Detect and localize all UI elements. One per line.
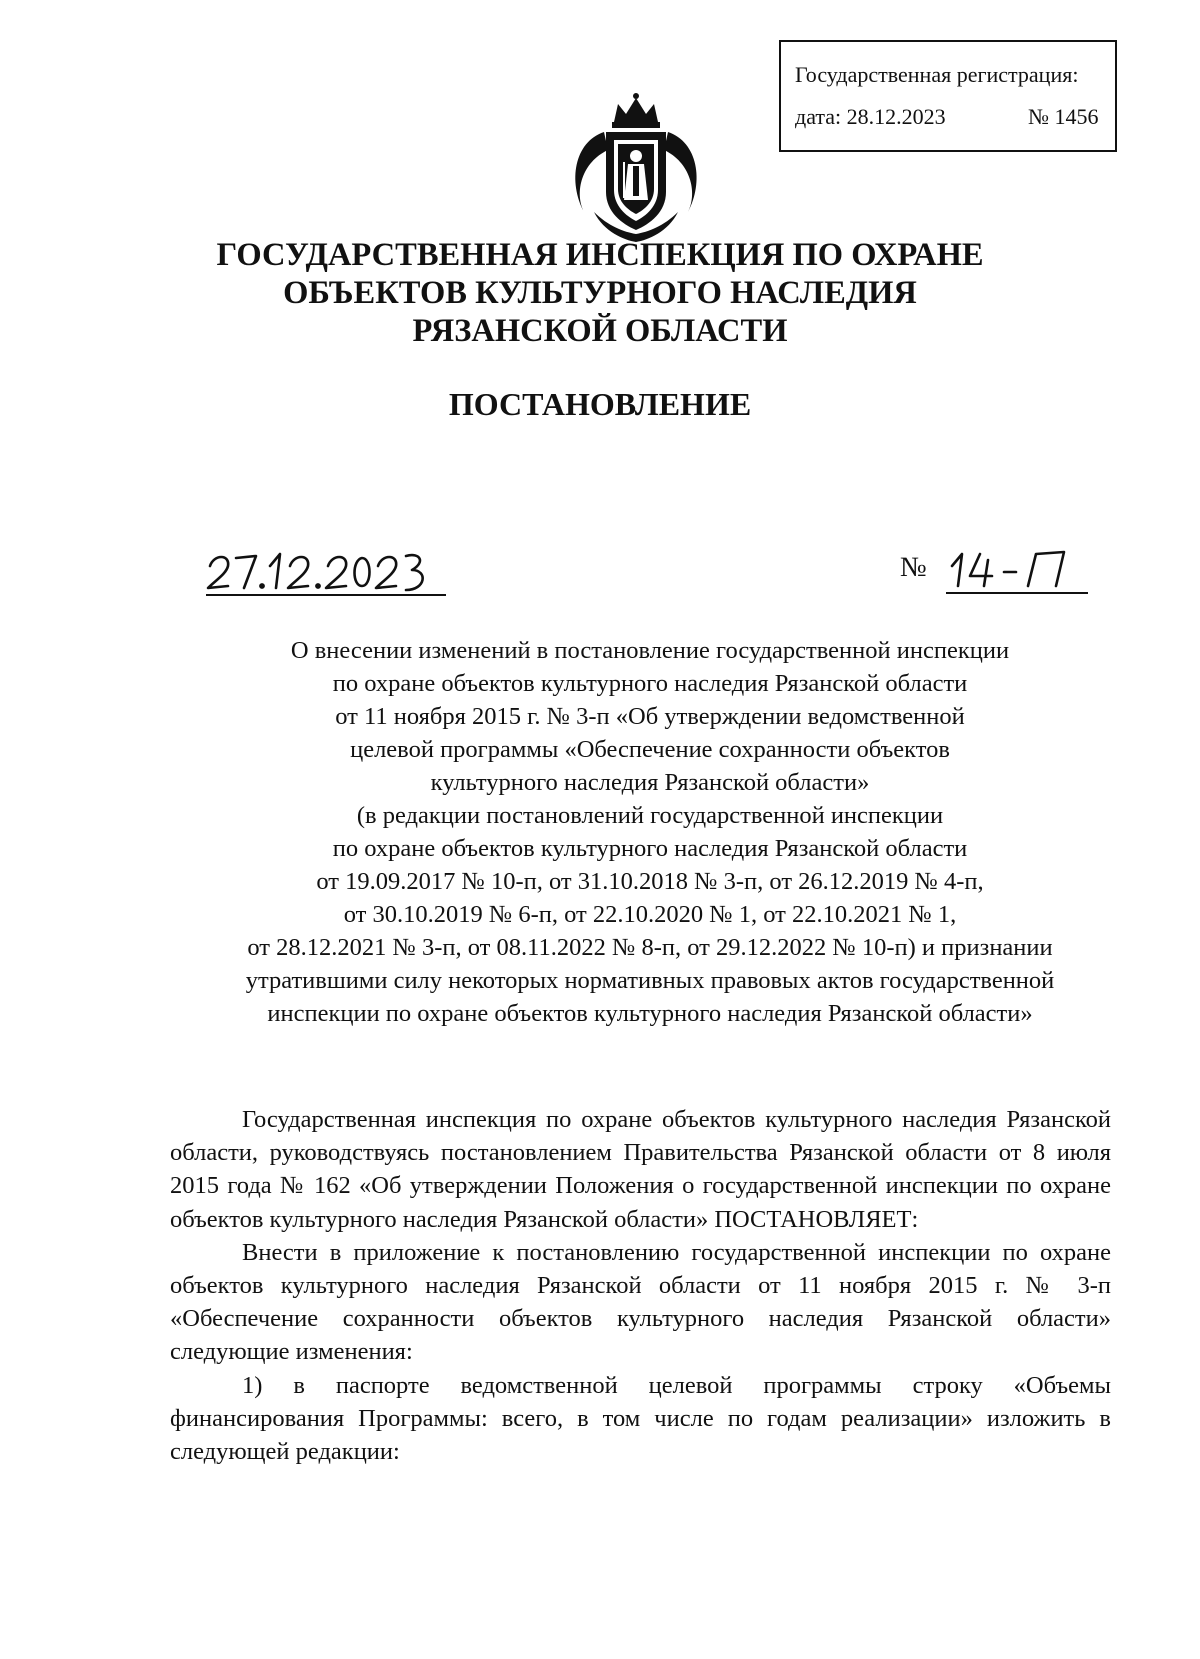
decree-number-sign: № — [900, 552, 927, 583]
subject-line: от 28.12.2021 № 3-п, от 08.11.2022 № 8-п, от 29.12.2022 № 10-п) и признании — [247, 934, 1053, 961]
organization-title — [0, 236, 1200, 350]
body-paragraph: Государственная инспекция по охране объектов культурного наследия Рязанской области, руководствуясь постановлением Правительства Рязанской области от 8 июля 2015 года № 162 «Об утверждении Положения о государственной инспекции по охране объектов культурного наследия Рязанской области» ПОСТАНОВЛЯЕТ: — [170, 1106, 1111, 1233]
registration-date: дата: 28.12.2023 — [795, 104, 946, 129]
subject-line: от 11 ноября 2015 г. № 3-п «Об утверждении ведомственной — [335, 703, 965, 730]
subject-line: от 30.10.2019 № 6-п, от 22.10.2020 № 1, от 22.10.2021 № 1, — [343, 901, 957, 928]
subject-line: О внесении изменений в постановление государственной инспекции — [290, 637, 1010, 664]
decree-body — [170, 1103, 1111, 1468]
document-type: ПОСТАНОВЛЕНИЕ — [448, 386, 752, 422]
organization-title-line: ГОСУДАРСТВЕННАЯ ИНСПЕКЦИЯ ПО ОХРАНЕ — [216, 237, 984, 273]
decree-date-handwritten — [206, 540, 446, 596]
subject-line: от 19.09.2017 № 10-п, от 31.10.2018 № 3-п, от 26.12.2019 № 4-п, — [316, 868, 984, 895]
decree-subject — [150, 634, 1150, 1030]
registration-title: Государственная регистрация: — [795, 62, 1079, 87]
subject-line: по охране объектов культурного наследия Рязанской области — [332, 670, 968, 697]
subject-line: по охране объектов культурного наследия Рязанской области — [332, 835, 968, 862]
registration-stamp — [779, 40, 1117, 152]
subject-line: утратившими силу некоторых нормативных правовых актов государственной — [245, 967, 1055, 994]
decree-number-handwritten — [946, 546, 1088, 594]
subject-line: (в редакции постановлений государственной инспекции — [356, 802, 944, 829]
subject-line: целевой программы «Обеспечение сохранности объектов — [350, 736, 950, 763]
ryazan-coat-of-arms-icon — [564, 92, 708, 244]
organization-title-line: ОБЪЕКТОВ КУЛЬТУРНОГО НАСЛЕДИЯ — [283, 275, 917, 311]
subject-line: инспекции по охране объектов культурного наследия Рязанской области» — [267, 1000, 1033, 1027]
body-paragraph: 1) в паспорте ведомственной целевой программы строку «Объемы финансирования Программы: всего, в том числе по годам реализации» изложить в следующей редакции: — [170, 1371, 1111, 1466]
subject-line: культурного наследия Рязанской области» — [430, 769, 870, 796]
body-paragraph: Внести в приложение к постановлению государственной инспекции по охране объектов культурного наследия Рязанской области от 11 ноября 2015 г. № 3-п «Обеспечение сохранности объектов культурного наследия Рязанской области» следующие изменения: — [170, 1238, 1111, 1366]
registration-number: № 1456 — [1028, 104, 1099, 129]
organization-title-line: РЯЗАНСКОЙ ОБЛАСТИ — [412, 313, 788, 349]
